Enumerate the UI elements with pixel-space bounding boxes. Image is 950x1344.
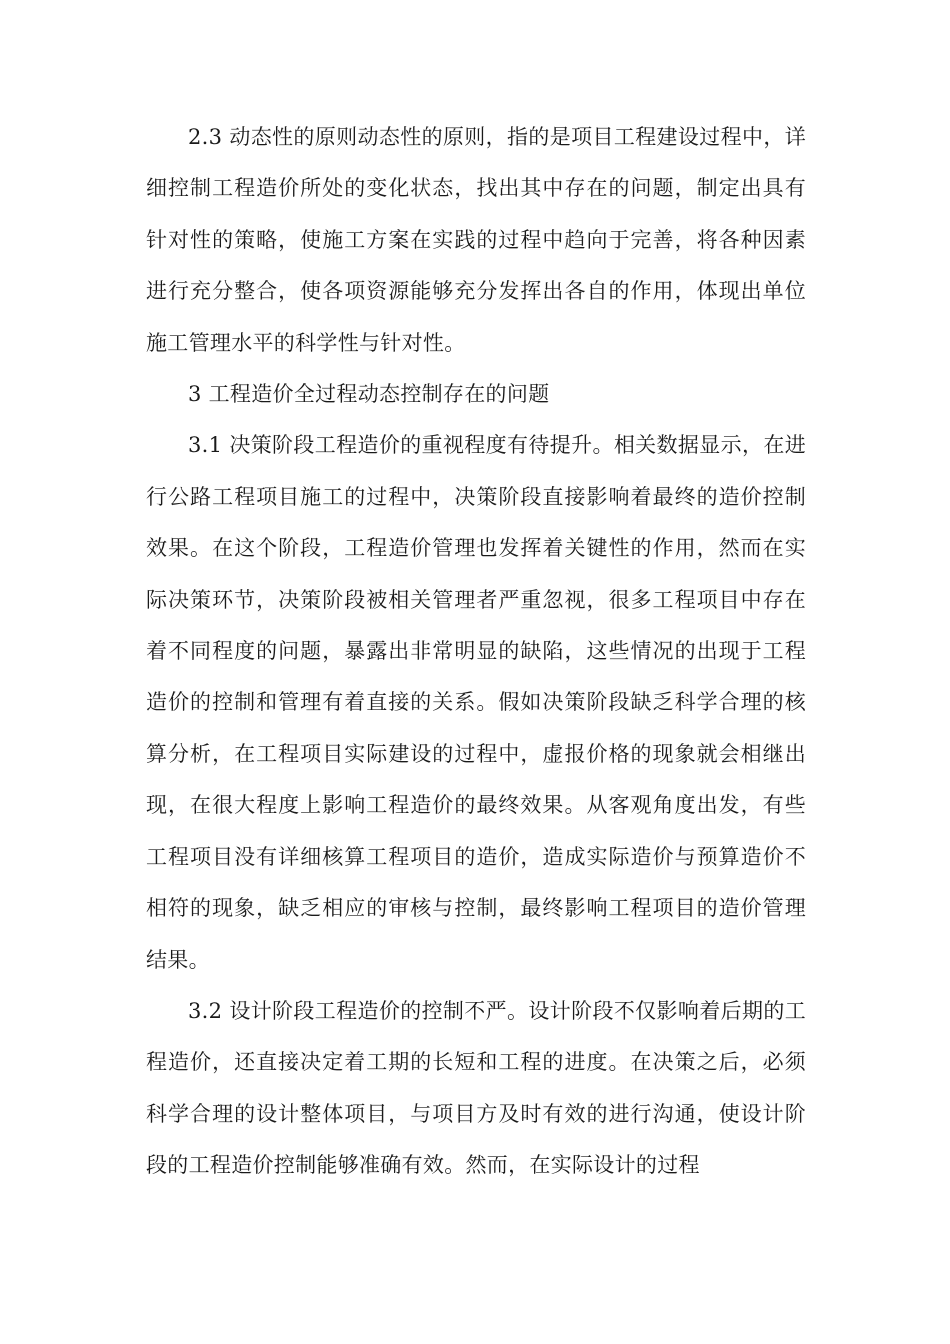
section-heading-problems: 3 工程造价全过程动态控制存在的问题 [188, 382, 550, 407]
paragraph-design-stage: 3.2 设计阶段工程造价的控制不严。设计阶段不仅影响着后期的工程造价，还直接决定着工期的长短和工程的进度。在决策之后，必须科学合理的设计整体项目，与项目方及时有效的进行沟通，使设计阶段的工程造价控制能够准确有效。然而，在实际设计的过程 [146, 998, 806, 1178]
paragraph-principle-dynamic: 2.3 动态性的原则动态性的原则，指的是项目工程建设过程中，详细控制工程造价所处的变化状态，找出其中存在的问题，制定出具有针对性的策略，使施工方案在实践的过程中趋向于完善，将各种因素进行充分整合，使各项资源能够充分发挥出各自的作用，体现出单位施工管理水平的科学性与针对性。 [146, 125, 806, 355]
document-body [146, 112, 806, 1192]
paragraph-decision-stage: 3.1 决策阶段工程造价的重视程度有待提升。相关数据显示，在进行公路工程项目施工的过程中，决策阶段直接影响着最终的造价控制效果。在这个阶段，工程造价管理也发挥着关键性的作用，然而在实际决策环节，决策阶段被相关管理者严重忽视，很多工程项目中存在着不同程度的问题，暴露出非常明显的缺陷，这些情况的出现于工程造价的控制和管理有着直接的关系。假如决策阶段缺乏科学合理的核算分析，在工程项目实际建设的过程中，虚报价格的现象就会相继出现，在很大程度上影响工程造价的最终效果。从客观角度出发，有些工程项目没有详细核算工程项目的造价，造成实际造价与预算造价不相符的现象，缺乏相应的审核与控制，最终影响工程项目的造价管理结果。 [146, 433, 806, 972]
